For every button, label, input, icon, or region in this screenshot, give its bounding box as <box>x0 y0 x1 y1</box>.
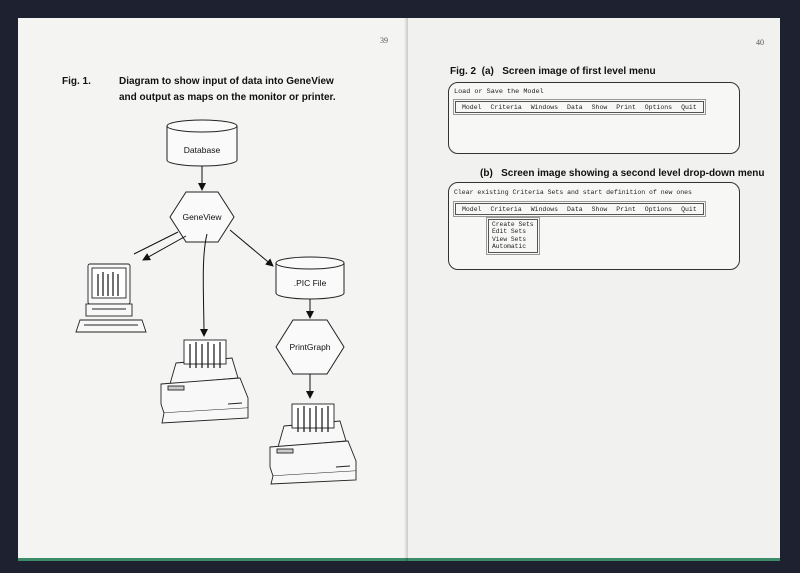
printgraph-node <box>276 320 344 374</box>
dropdown-item-automatic[interactable]: Automatic <box>492 243 527 251</box>
caption-line-1: Diagram to show input of data into GeneView <box>119 76 334 87</box>
screen-b <box>448 182 740 270</box>
menu-bar <box>455 101 704 113</box>
menu-item-options[interactable]: Options <box>644 205 673 213</box>
status-line: Load or Save the Model <box>454 88 544 96</box>
printer-icon <box>270 404 356 484</box>
computer-monitor-icon <box>76 264 146 332</box>
printer-icon <box>161 340 248 423</box>
menu-item-data[interactable]: Data <box>567 205 583 213</box>
menu-item-options[interactable]: Options <box>644 103 673 111</box>
fig2a-title: Fig. 2 (a) Screen image of first level menu <box>450 66 656 77</box>
menu-item-model[interactable]: Model <box>462 103 482 111</box>
caption-line-2: and output as maps on the monitor or printer. <box>119 92 336 103</box>
screen-a <box>448 82 740 154</box>
printgraph-label: PrintGraph <box>289 342 331 352</box>
fig2b-title: (b) Screen image showing a second level drop-down menu <box>480 168 765 179</box>
menu-item-show[interactable]: Show <box>591 205 608 213</box>
menu-item-windows[interactable]: Windows <box>530 103 559 111</box>
database-label: Database <box>183 145 221 155</box>
page-number: 39 <box>380 36 388 45</box>
geneview-label: GeneView <box>182 212 222 222</box>
arrow-to-monitor-shaft <box>134 232 178 254</box>
left-page <box>18 18 408 561</box>
right-page <box>408 18 780 561</box>
arrow-to-printer <box>203 234 207 336</box>
flow-diagram <box>18 18 408 558</box>
database-node <box>167 120 237 166</box>
dropdown-item-view-sets[interactable]: View Sets <box>492 235 527 243</box>
menu-item-windows[interactable]: Windows <box>530 205 559 213</box>
menu-item-print[interactable]: Print <box>616 205 636 213</box>
status-line: Clear existing Criteria Sets and start definition of new ones <box>454 189 692 196</box>
dropdown-item-create-sets[interactable]: Create Sets <box>492 221 534 228</box>
pic-file-label: .PIC File <box>293 278 327 288</box>
menu-item-quit[interactable]: Quit <box>681 205 697 213</box>
menu-item-show[interactable]: Show <box>591 103 608 111</box>
arrow-to-monitor <box>143 236 186 260</box>
menu-item-criteria[interactable]: Criteria <box>490 103 522 111</box>
criteria-dropdown <box>488 219 538 253</box>
page-number: 40 <box>756 38 764 47</box>
figure-label: Fig. 1. <box>62 76 91 87</box>
menu-bar <box>455 203 704 215</box>
menu-item-criteria[interactable]: Criteria <box>490 205 522 213</box>
menu-item-data[interactable]: Data <box>567 103 583 111</box>
menu-item-print[interactable]: Print <box>616 103 636 111</box>
menu-item-model[interactable]: Model <box>462 205 482 213</box>
pic-file-node <box>276 257 344 299</box>
geneview-node <box>170 192 234 242</box>
arrow-to-pic-file <box>230 230 273 266</box>
menu-item-quit[interactable]: Quit <box>681 103 697 111</box>
dropdown-item-edit-sets[interactable]: Edit Sets <box>492 228 527 236</box>
